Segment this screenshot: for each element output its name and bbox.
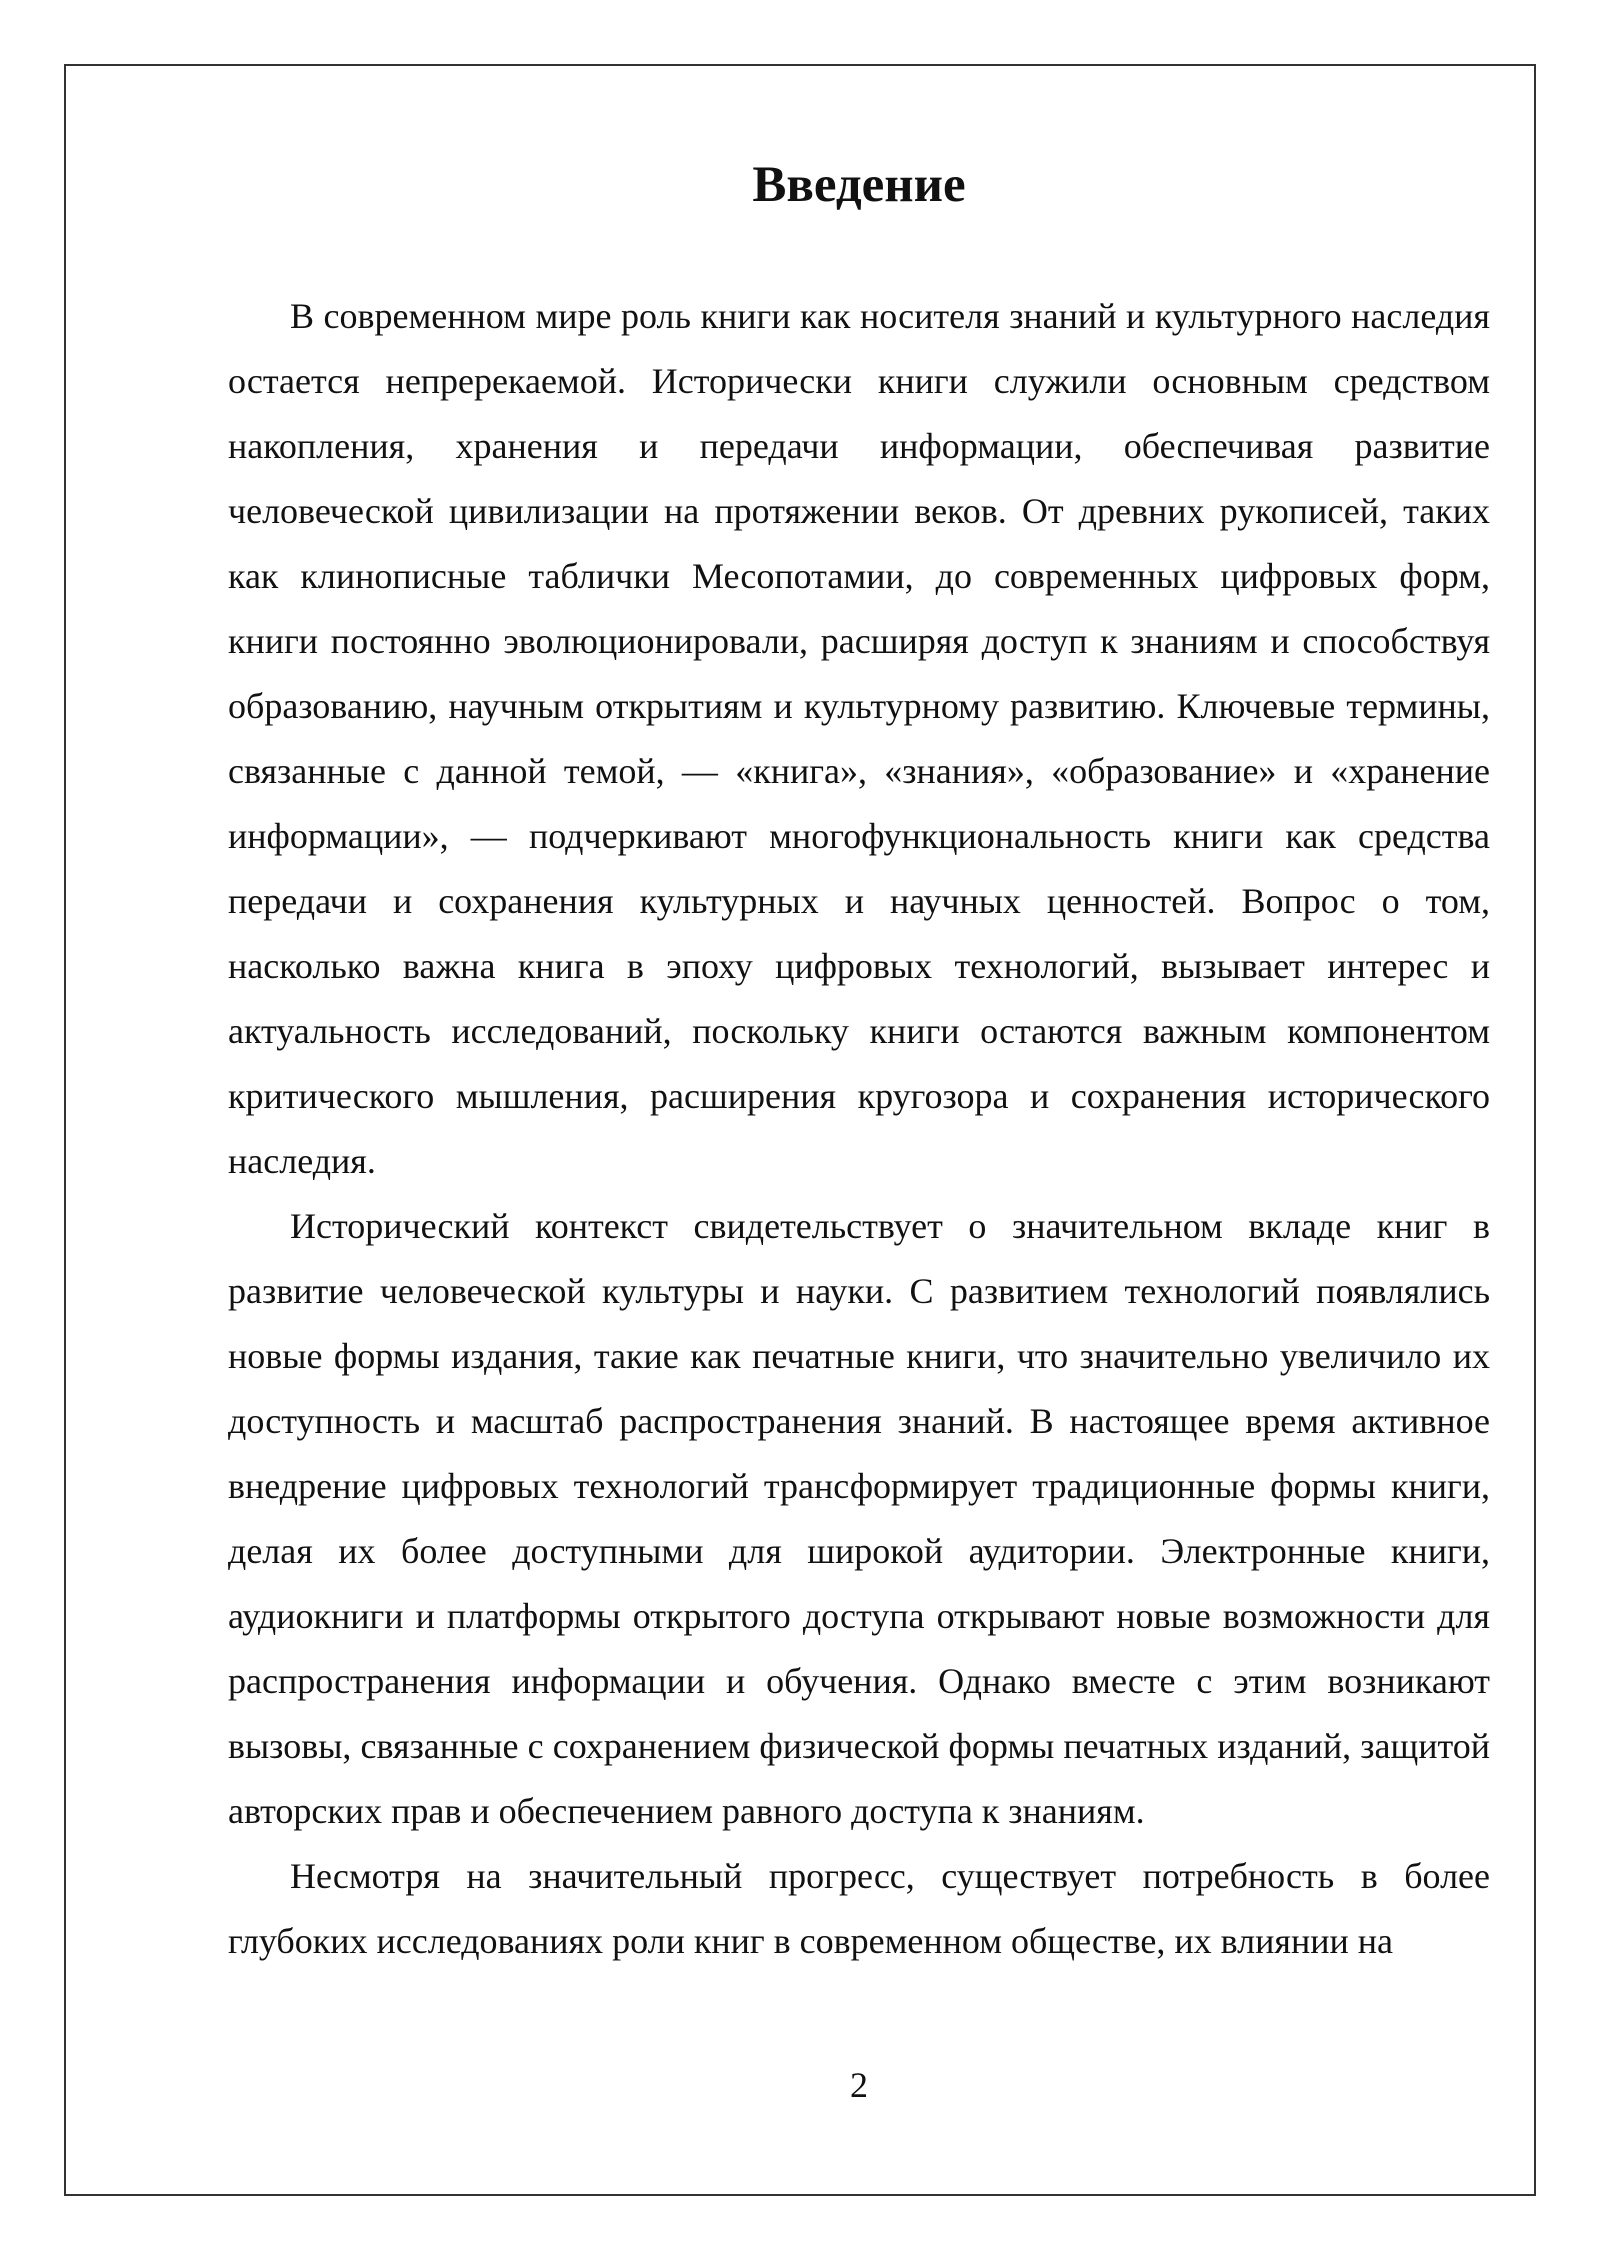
paragraph-2: Исторический контекст свидетельствует о значительном вкладе книг в развитие человеческой культуры и науки. С развитием технологий появлялись новые формы издания, такие как печатные книги, что значительно увеличило их доступность и масштаб распространения знаний. В настоящее время активное внедрение цифровых технологий трансформирует традиционные формы книги, делая их более доступными для широкой аудитории. Электронные книги, аудиокниги и платформы открытого доступа открывают новые возможности для распространения информации и обучения. Однако вместе с этим возникают вызовы, связанные с сохранением физической формы печатных изданий, защитой авторских прав и обеспечением равного доступа к знаниям.: [228, 1206, 1490, 1831]
paragraph-1: В современном мире роль книги как носителя знаний и культурного наследия остается непререкаемой. Исторически книги служили основным средством накопления, хранения и передачи информации, обеспечивая развитие человеческой цивилизации на протяжении веков. От древних рукописей, таких как клинописные таблички Месопотамии, до современных цифровых форм, книги постоянно эволюционировали, расширяя доступ к знаниям и способствуя образованию, научным открытиям и культурному развитию. Ключевые термины, связанные с данной темой, — «книга», «знания», «образование» и «хранение информации», — подчеркивают многофункциональность книги как средства передачи и сохранения культурных и научных ценностей. Вопрос о том, насколько важна книга в эпоху цифровых технологий, вызывает интерес и актуальность исследований, поскольку книги остаются важным компонентом критического мышления, расширения кругозора и сохранения исторического наследия.: [228, 296, 1490, 1181]
page-number: 2: [850, 2065, 868, 2105]
document-body: [228, 284, 1490, 1974]
paragraph-3: Несмотря на значительный прогресс, существует потребность в более глубоких исследованиях роли книг в современном обществе, их влиянии на: [228, 1856, 1490, 1961]
page-title: Введение: [752, 157, 966, 213]
